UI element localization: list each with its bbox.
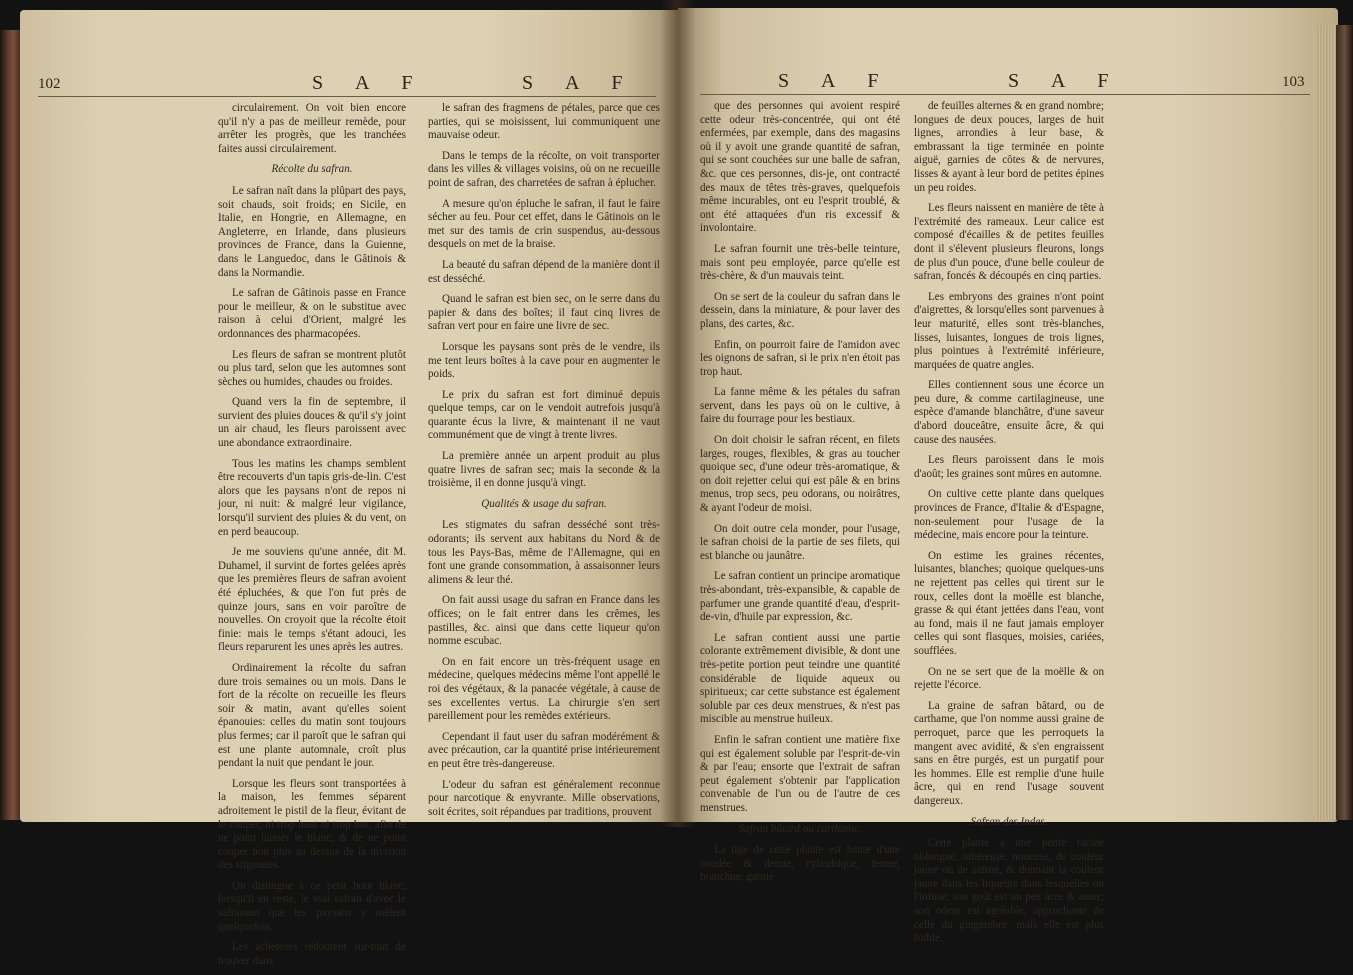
paragraph: On doit outre cela monder, pour l'usage, le safran choisi de la partie de ses filets, qui est blanche ou jaunâtre.	[700, 522, 900, 562]
paragraph: Les embryons des graines n'ont point d'aigrettes, & lorsqu'elles sont parvenues à leur maturité, elles sont très-blanches, lisses, luisantes, longues de trois lignes, plus pointues à l'extrémité inférieure, marquées de quatre angles.	[914, 290, 1104, 371]
paragraph: Le safran de Gâtinois passe en France pour le meilleur, & on le substitue avec raison à celui d'Orient, malgré les ordonnances des pharmacopées.	[218, 287, 406, 340]
header-rule-left	[38, 96, 656, 97]
paragraph: La tige de cette plante est haute d'une coudée & demie, cylindrique, ferme, branchue, garnie	[700, 844, 900, 884]
section-heading: Qualités & usage du safran.	[481, 497, 607, 510]
paragraph: Le safran fournit une très-belle teinture, mais sont peu employée, parce qu'elle est très-chère, & d'un mauvais teint.	[700, 242, 900, 283]
paragraph: L'odeur du safran est généralement reconnue pour narcotique & enyvrante. Mille observations, soit écrites, soit répandues par traditions, prouvent	[428, 778, 660, 818]
paragraph: Cette plante a une petite racine oblongue, tubéreuse, noueuse, de couleur jaune ou de safran, & donnant la couleur jaune dans les liqueurs dans lesquelles on l'infuse; son goût est un peu âcre & amer; son odeur est agréable, approchante de celle du gingembre, mais elle est plus foible.	[914, 837, 1104, 945]
paragraph: La graine de safran bâtard, ou de carthame, que l'on nomme aussi graine de perroquet, parce que les perroquets la mangent avec avidité, & s'en engraissent sans en être purgés, est un purgatif pour les hommes. Elle est remplie d'une huile âcre, qui en rend l'usage souvent dangereux.	[914, 699, 1104, 807]
paragraph: Lorsque les paysans sont près de le vendre, ils me tent leurs boîtes à la cave pour en augmenter le poids.	[428, 340, 660, 381]
right-page	[678, 8, 1338, 945]
page-stack-right	[1316, 25, 1336, 820]
paragraph: Le safran contient un principe aromatique très-abondant, très-expansible, & capable de parfumer une grande quantité d'eau, d'esprit-de-vin, d'huile par expression, &c.	[700, 570, 900, 624]
paragraph: circulairement. On voit bien encore qu'il n'y a pas de meilleur remède, pour arrêter les progrès, que les tranchées faites aussi circulairement.	[218, 102, 406, 155]
left-page	[20, 10, 678, 967]
page-number-left: 102	[38, 76, 61, 92]
paragraph: On estime les graines récentes, luisantes, blanches; quoique quelques-uns ne rejettent pas celles qui tirent sur le roux, celles dont la moëlle est blanche, grasse & qui étant jettées dans l'eau, vont au fond, mais il ne faut jamais employer celles qui sont flasques, moisies, cariées, soufflées.	[914, 549, 1104, 657]
paragraph: Les stigmates du safran desséché sont très-odorants; ils servent aux habitans du Nord & de tous les Pays-Bas, même de l'Allemagne, qui en font une grande consommation, à assaisonner leurs alimens & leur thé.	[428, 519, 660, 586]
left-page-column-2	[428, 102, 660, 826]
paragraph: le safran des fragmens de pétales, parce que ces parties, qui se moisissent, lui communiquent une mauvaise odeur.	[428, 102, 660, 142]
paragraph: Je me souviens qu'une année, dit M. Duhamel, il survint de fortes gelées après que les premières fleurs de safran avoient été épluchées, & que l'on fut près de quinze jours, sans en voir paroître de nouvelles. On croyoit que la récolte étoit finie: mais le temps s'étant adouci, les fleurs reparurent les unes après les autres.	[218, 546, 406, 654]
paragraph: Lorsque les fleurs sont transportées à la maison, les femmes séparent adroitement le pistil de la fleur, évitant de le couper, ni trop haut ni trop bas, afin de ne point laisser le blanc, & de ne point couper non plus au dessus de la division des stigmates.	[218, 777, 406, 872]
paragraph: On cultive cette plante dans quelques provinces de France, d'Italie & d'Espagne, non-seulement pour l'usage de la médecine, mais encore pour la teinture.	[914, 488, 1104, 542]
running-header-right-2: S A F	[1008, 70, 1123, 92]
paragraph: Dans le temps de la récolte, on voit transporter dans les villes & villages voisins, où on ne recueille point de safran, des charretées de safran à éplucher.	[428, 149, 660, 189]
paragraph: Enfin le safran contient une matière fixe qui est également soluble par l'esprit-de-vin & par l'eau; ensorte que l'extrait de safran peut également s'obtenir par l'application convenable de l'un ou de l'autre de ces menstrues.	[700, 733, 900, 814]
section-heading: Safran bâtard ou carthame.	[738, 822, 862, 835]
paragraph: Les fleurs paroissent dans le mois d'août; les graines sont mûres en automne.	[914, 454, 1104, 480]
paragraph: Tous les matins les champs semblent être recouverts d'un tapis gris-de-lin. C'est alors que les paysans n'ont de repos ni jour, ni nuit: & malgré leur vigilance, lorsqu'il survient des pluies & du vent, on en perd beaucoup.	[218, 457, 406, 538]
paragraph: de feuilles alternes & en grand nombre; longues de deux pouces, larges de huit lignes, arrondies à leur base, & embrassant la tige terminée en pointe aiguë, garnies de côtes & de nervures, lisses & ayant à leur bord de petites épines un peu roides.	[914, 100, 1104, 194]
paragraph: On ne se sert que de la moëlle & on rejette l'écorce.	[914, 665, 1104, 692]
paragraph: Cependant il faut user du safran modérément & avec précaution, car la quantité prise intérieurement en peut être très-dangereuse.	[428, 730, 660, 770]
paragraph: Quand le safran est bien sec, on le serre dans du papier & dans des boîtes; il faut cinq livres de safran vert pour en faire une livre de sec.	[428, 293, 660, 333]
section-heading: Récolte du safran.	[271, 163, 353, 176]
running-header-left-1: S A F	[312, 72, 427, 94]
paragraph: Le safran contient aussi une partie colorante extrêmement divisible, & dont une très-petite portion peut teindre une quantité considérable de liquide aqueux ou spiritueux; car cette substance est également soluble par ces deux menstrues, & n'est pas miscible au menstrue huileux.	[700, 631, 900, 726]
section-heading: Safran des Indes.	[970, 815, 1048, 828]
paragraph: La beauté du safran dépend de la manière dont il est desséché.	[428, 258, 660, 285]
paragraph: Le safran naît dans la plûpart des pays, soit chauds, soit froids; en Sicile, en Italie, en Hongrie, en Allemagne, en Angleterre, en Irlande, dans plusieurs provinces de France, dans la Guienne, dans le Languedoc, dans le Gâtinois & dans la Normandie.	[218, 184, 406, 279]
paragraph: On distingue à ce petit bout blanc, lorsqu'il en reste, le vrai safran d'avec le safranum que les paysans y mêlent quelquefois.	[218, 879, 406, 933]
book-cover-edge-right	[1336, 25, 1353, 820]
page-number-right: 103	[1282, 74, 1305, 90]
right-page-column-1	[700, 100, 900, 892]
paragraph: La fanne même & les pétales du safran servent, dans les pays où on le cultive, à faire du fourrage pour les bestiaux.	[700, 386, 900, 426]
paragraph: que des personnes qui avoient respiré cette odeur très-concentrée, qui ont été enfermées, par exemple, dans des magasins où il y avoit une grande quantité de safran, qui se sont couchées sur une balle de safran, &c. que ces personnes, dis-je, ont contracté des maux de têtes très-graves, quelquefois même incurables, ont eu l'esprit troublé, & ont été attaquées d'un ris excessif & involontaire.	[700, 100, 900, 235]
running-header-right-1: S A F	[778, 70, 893, 92]
running-header-left-2: S A F	[522, 72, 637, 94]
paragraph: Enfin, on pourroit faire de l'amidon avec les oignons de safran, si le prix n'en étoit pas trop haut.	[700, 338, 900, 378]
paragraph: A mesure qu'on épluche le safran, il faut le faire sécher au feu. Pour cet effet, dans le Gâtinois on le met sur des tamis de crin suspendus, au-dessous desquels on met de la braise.	[428, 197, 660, 251]
paragraph: Les fleurs de safran se montrent plutôt ou plus tard, selon que les automnes sont sèches ou humides, chaudes ou froides.	[218, 348, 406, 388]
paragraph: Ordinairement la récolte du safran dure trois semaines ou un mois. Dans le fort de la récolte on recueille les fleurs soir & matin, avant qu'elles soient épanouies: celles du matin sont toujours plus fermes; car il paroît que le safran qui est une plante automnale, croît plus pendant la nuit que pendant le jour.	[218, 661, 406, 770]
paragraph: On se sert de la couleur du safran dans le dessein, dans la miniature, & pour laver des plans, des cartes, &c.	[700, 290, 900, 330]
paragraph: On fait aussi usage du safran en France dans les offices; on le fait entrer dans les crêmes, les pastilles, &c. ainsi que dans cette liqueur qu'on nomme escubac.	[428, 594, 660, 648]
header-rule-right	[700, 94, 1310, 95]
left-page-column-1	[218, 102, 406, 975]
paragraph: On doit choisir le safran récent, en filets larges, rouges, flexibles, & gras au toucher quoique sec, d'une odeur très-aromatique, & on doit rejetter celui qui est pâle & en brins menus, trop secs, peu odorans, ou noirâtres, & ayant l'odeur de moisi.	[700, 434, 900, 515]
paragraph: On en fait encore un très-fréquent usage en médecine, quelques médecins même l'ont appellé le roi des végétaux, & la panacée végétale, à cause de ses excellentes vertus. La chirurgie s'en sert pareillement pour les remèdes extérieurs.	[428, 655, 660, 723]
book-cover-edge-left	[0, 30, 22, 820]
paragraph: Les fleurs naissent en manière de tête à l'extrémité des rameaux. Leur calice est composé d'écailles & de petites feuilles dont il s'élevent plusieurs fleurons, longs de plus d'un pouce, d'une belle couleur de safran, foncés & découpés en cinq parties.	[914, 202, 1104, 283]
paragraph: Les acheteurs redoutent sur-tout de trouver dans	[218, 941, 406, 967]
paragraph: Quand vers la fin de septembre, il survient des pluies douces & qu'il s'y joint un air chaud, les fleurs paroissent avec une abondance extraordinaire.	[218, 396, 406, 450]
right-page-column-2	[914, 100, 1104, 953]
paragraph: Elles contiennent sous une écorce un peu dure, & comme cartilagineuse, une espèce d'amande blanchâtre, d'une saveur d'abord douceâtre, ensuite âcre, & qui cause des nausées.	[914, 379, 1104, 446]
paragraph: Le prix du safran est fort diminué depuis quelque temps, car on le vendoit autrefois jusqu'à quarante écus la livre, & maintenant il ne vaut communément que de vingt à trente livres.	[428, 388, 660, 442]
paragraph: La première année un arpent produit au plus quatre livres de safran sec; mais la seconde & la troisième, il en donne jusqu'à vingt.	[428, 450, 660, 490]
